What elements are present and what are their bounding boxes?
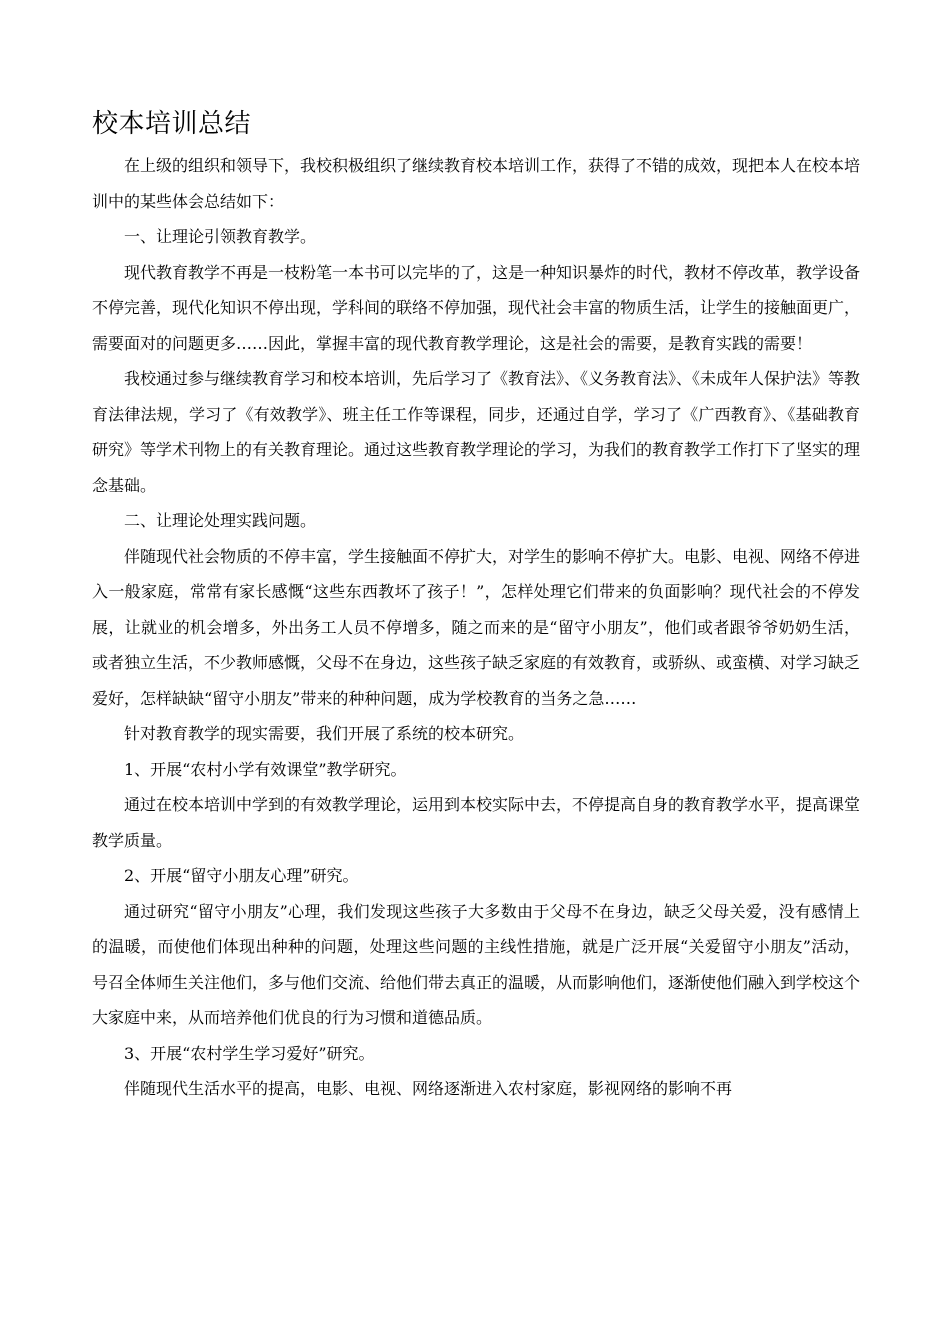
body-paragraph: 伴随现代社会物质的不停丰富，学生接触面不停扩大，对学生的影响不停扩大。电影、电视、网络不停进入一般家庭，常常有家长感慨“这些东西教坏了孩子！”，怎样处理它们带来的负面影响？现代社会的不停发展，让就业的机会增多，外出务工人员不停增多，随之而来的是“留守小朋友”，他们或者跟爷爷奶奶生活，或者独立生活，不少教师感慨，父母不在身边，这些孩子缺乏家庭的有效教育，或骄纵、或蛮横、对学习缺乏爱好，怎样缺缺“留守小朋友”带来的种种问题，成为学校教育的当务之急…… xyxy=(92,546,861,708)
subsection-heading-3: 3、开展“农村学生学习爱好”研究。 xyxy=(124,1043,375,1063)
body-paragraph: 通过研究“留守小朋友”心理，我们发现这些孩子大多数由于父母不在身边，缺乏父母关爱，没有感情上的温暖，而使他们体现出种种的问题，处理这些问题的主线性措施，就是广泛开展“关爱留守小朋友”活动，号召全体师生关注他们，多与他们交流、给他们带去真正的温暖，从而影响他们，逐渐使他们融入到学校这个大家庭中来，从而培养他们优良的行为习惯和道德品质。 xyxy=(92,901,861,1027)
subsection-heading-1: 1、开展“农村小学有效课堂”教学研究。 xyxy=(124,759,407,779)
body-paragraph: 现代教育教学不再是一枝粉笔一本书可以完毕的了，这是一种知识暴炸的时代，教材不停改革，教学设备不停完善，现代化知识不停出现，学科间的联络不停加强，现代社会丰富的物质生活，让学生的接触面更广，需要面对的问题更多……因此，掌握丰富的现代教育教学理论，这是社会的需要，是教育实践的需要！ xyxy=(92,262,861,353)
body-paragraph: 我校通过参与继续教育学习和校本培训，先后学习了《教育法》、《义务教育法》、《未成年人保护法》等教育法律法规，学习了《有效教学》、班主任工作等课程，同步，还通过自学，学习了《广西教育》、《基础教育研究》等学术刊物上的有关教育理论。通过这些教育教学理论的学习，为我们的教育教学工作打下了坚实的理念基础。 xyxy=(92,369,861,495)
document-title: 校本培训总结 xyxy=(92,109,252,139)
section-heading-1: 一、让理论引领教育教学。 xyxy=(124,227,317,246)
body-paragraph: 伴随现代生活水平的提高，电影、电视、网络逐渐进入农村家庭，影视网络的影响不再 xyxy=(124,1079,733,1098)
body-paragraph: 针对教育教学的现实需要，我们开展了系统的校本研究。 xyxy=(124,724,525,743)
subsection-heading-2: 2、开展“留守小朋友心理”研究。 xyxy=(124,866,359,885)
intro-paragraph: 在上级的组织和领导下，我校积极组织了继续教育校本培训工作，获得了不错的成效，现把本人在校本培训中的某些体会总结如下： xyxy=(92,156,861,211)
document-body xyxy=(92,106,860,1107)
section-heading-2: 二、让理论处理实践问题。 xyxy=(124,511,317,530)
body-paragraph: 通过在校本培训中学到的有效教学理论，运用到本校实际中去，不停提高自身的教育教学水平，提高课堂教学质量。 xyxy=(92,795,861,850)
